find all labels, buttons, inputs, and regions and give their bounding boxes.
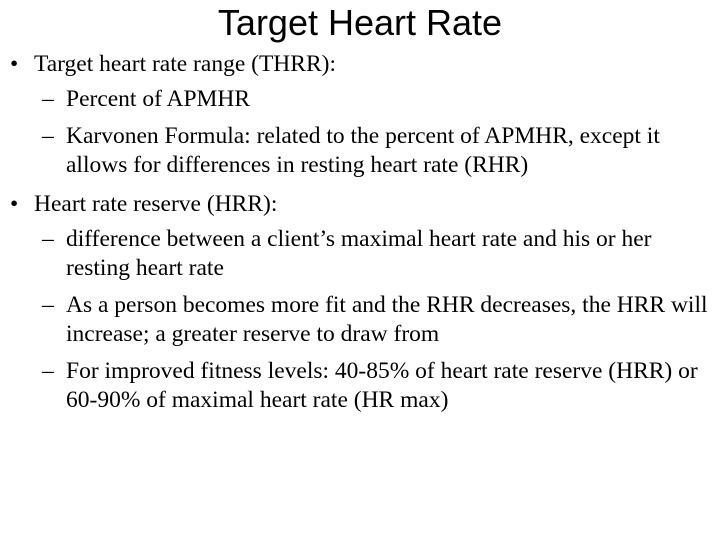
dash-icon: – (42, 86, 54, 112)
bullet-item (10, 48, 710, 80)
bullet-icon: • (10, 191, 19, 217)
sub-bullet-text: difference between a client’s maximal heart rate and his or her resting heart rate (66, 226, 652, 281)
sub-bullet-item (10, 85, 710, 114)
dash-icon: – (42, 358, 54, 384)
dash-icon: – (42, 226, 54, 252)
bullet-text: Target heart rate range (THRR): (34, 51, 336, 77)
sub-bullet-text: For improved fitness levels: 40-85% of heart rate reserve (HRR) or 60-90% of maximal heart rate (HR max) (66, 358, 698, 413)
sub-bullet-item (10, 357, 710, 415)
bullet-item (10, 188, 710, 220)
slide-content (10, 46, 710, 423)
bullet-icon: • (10, 51, 19, 77)
bullet-text: Heart rate reserve (HRR): (34, 191, 278, 217)
sub-bullet-item (10, 122, 710, 180)
dash-icon: – (42, 292, 54, 318)
sub-bullet-text: As a person becomes more fit and the RHR decreases, the HRR will increase; a greater reserve to draw from (66, 292, 708, 347)
slide-title: Target Heart Rate (217, 2, 503, 43)
sub-bullet-item (10, 291, 710, 349)
dash-icon: – (42, 123, 54, 149)
sub-bullet-text: Karvonen Formula: related to the percent of APMHR, except it allows for differences in resting heart rate (RHR) (66, 123, 660, 178)
sub-bullet-text: Percent of APMHR (66, 86, 251, 112)
sub-bullet-item (10, 225, 710, 283)
